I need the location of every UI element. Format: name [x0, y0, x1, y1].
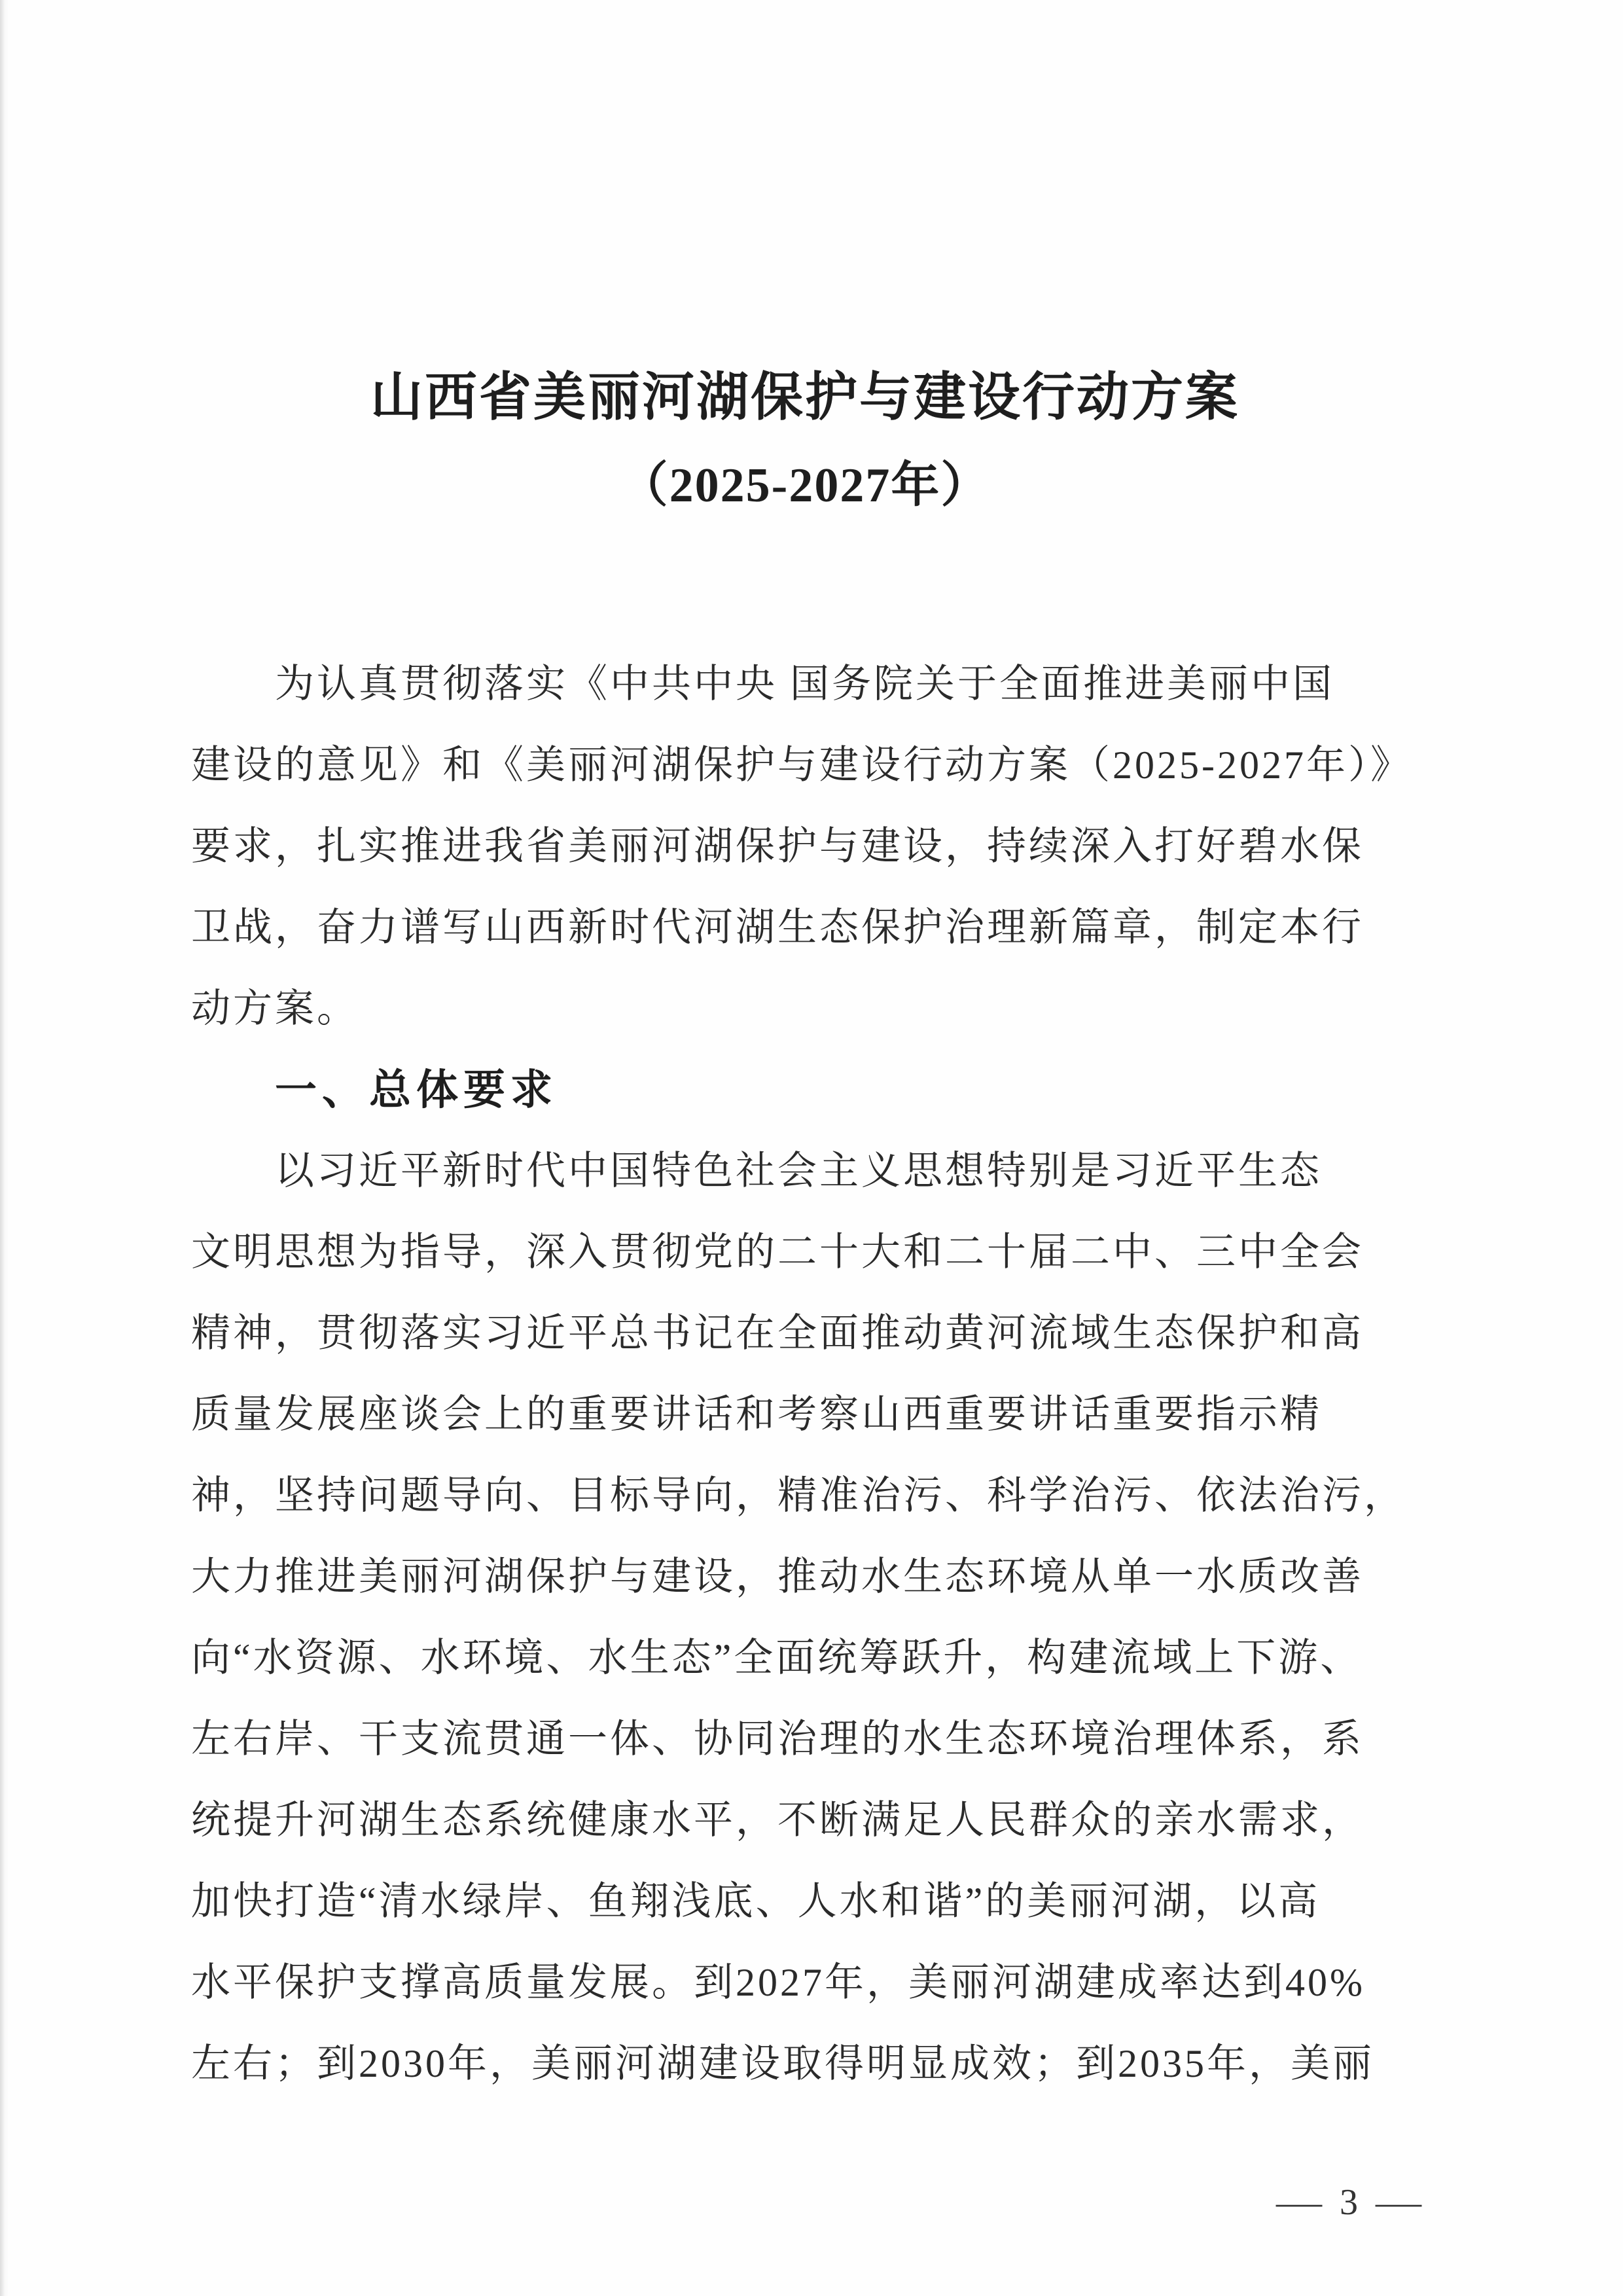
- text-line: 以习近平新时代中国特色社会主义思想特别是习近平生态: [275, 1149, 1322, 1193]
- document-title: 山西省美丽河湖保护与建设行动方案: [370, 369, 1240, 427]
- text-line: 质量发展座谈会上的重要讲话和考察山西重要讲话重要指示精: [191, 1393, 1322, 1436]
- text-line: 精神，贯彻落实习近平总书记在全面推动黄河流域生态保护和高: [191, 1312, 1364, 1355]
- page-number: [1276, 2179, 1421, 2225]
- section-heading-overall-requirements: 一、总体要求: [275, 1066, 558, 1113]
- page-number-dash-left: —: [1276, 2182, 1322, 2223]
- document-body: [191, 643, 1419, 2104]
- scan-edge-artifact: [0, 0, 9, 2296]
- text-line: 水平保护支撑高质量发展。到2027年，美丽河湖建成率达到40%: [191, 1961, 1365, 2004]
- document-content: [191, 0, 1419, 2104]
- document-subtitle: （2025-2027年）: [619, 459, 991, 512]
- text-line: 建设的意见》和《美丽河湖保护与建设行动方案（2025-2027年）》: [191, 744, 1412, 787]
- text-line: 神，坚持问题导向、目标导向，精准治污、科学治污、依法治污，: [191, 1474, 1406, 1517]
- text-line: 动方案。: [191, 987, 359, 1030]
- text-line: 加快打造“清水绿岸、鱼翔浅底、人水和谐”的美丽河湖，以高: [191, 1880, 1321, 1923]
- text-line: 左右；到2030年，美丽河湖建设取得明显成效；到2035年，美丽: [191, 2042, 1374, 2085]
- text-line: 统提升河湖生态系统健康水平，不断满足人民群众的亲水需求，: [191, 1799, 1364, 1842]
- paragraph-overall-requirements: [191, 1130, 1419, 2104]
- page-number-dash-right: —: [1376, 2182, 1421, 2223]
- text-line: 文明思想为指导，深入贯彻党的二十大和二十届二中、三中全会: [191, 1230, 1364, 1274]
- page-number-value: 3: [1340, 2182, 1358, 2223]
- text-line: 向“水资源、水环境、水生态”全面统筹跃升，构建流域上下游、: [191, 1636, 1363, 1679]
- text-line: 左右岸、干支流贯通一体、协同治理的水生态环境治理体系，系: [191, 1717, 1364, 1761]
- text-line: 卫战，奋力谱写山西新时代河湖生态保护治理新篇章，制定本行: [191, 906, 1364, 949]
- text-line: 大力推进美丽河湖保护与建设，推动水生态环境从单一水质改善: [191, 1555, 1364, 1598]
- paragraph-intro: [191, 643, 1419, 1049]
- text-line: 要求，扎实推进我省美丽河湖保护与建设，持续深入打好碧水保: [191, 825, 1364, 868]
- text-line: 为认真贯彻落实《中共中央 国务院关于全面推进美丽中国: [275, 662, 1334, 706]
